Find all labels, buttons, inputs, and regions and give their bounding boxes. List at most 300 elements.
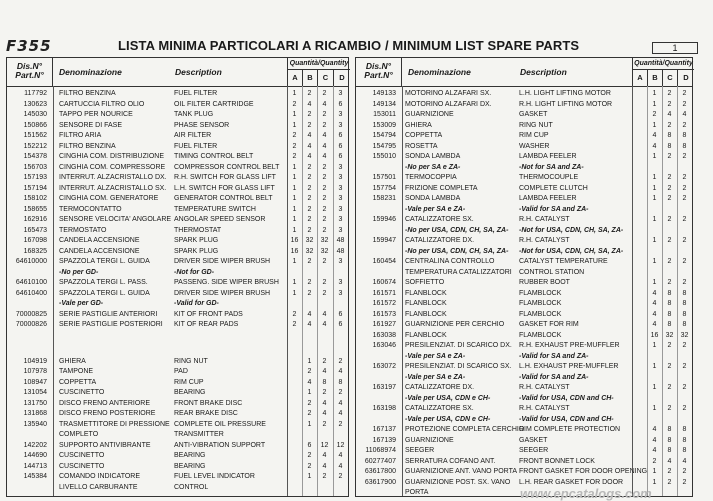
cell-en: BEARING <box>174 452 206 460</box>
table-row <box>356 352 692 361</box>
cell-qty: 6 <box>338 132 343 139</box>
table-row <box>7 89 348 98</box>
cell-it: SENSORE VELOCITA' ANGOLARE <box>59 216 172 223</box>
table-row <box>356 173 692 182</box>
cell-qty: 8 <box>667 289 672 297</box>
cell-en: L.H. SWITCH FOR GLASS LIFT <box>174 184 275 192</box>
table-row <box>7 472 348 481</box>
cell-qty: 1 <box>652 405 657 412</box>
cell-it: CANDELA ACCENSIONE <box>59 237 140 244</box>
table-row <box>356 268 692 277</box>
cell-qty: 2 <box>667 100 672 108</box>
table-row <box>7 110 348 119</box>
cell-en: CATALYST TEMPERATURE <box>519 258 608 265</box>
cell-en: REAR BRAKE DISC <box>174 410 238 418</box>
cell-qty: 2 <box>322 258 327 265</box>
cell-qty: 2 <box>667 174 672 181</box>
cell-qty: 1 <box>652 342 657 349</box>
cell-it: FLANBLOCK <box>405 331 447 339</box>
cell-it: GUARNIZIONE PER CERCHIO <box>405 321 505 328</box>
cell-code: 154794 <box>372 132 396 139</box>
cell-it: PORTA <box>405 489 429 496</box>
cell-qty: 8 <box>682 426 687 433</box>
cell-qty: 16 <box>290 247 299 255</box>
cell-en: RING NUT <box>174 357 208 365</box>
cell-it: CANDELA ACCENSIONE <box>59 247 140 255</box>
cell-it: TAPPO PER NOURICE <box>59 111 133 118</box>
cell-qty: 6 <box>338 153 343 160</box>
cell-qty: 4 <box>307 100 312 108</box>
cell-it: CATALIZZATORE SX. <box>405 216 474 223</box>
cell-qty: 2 <box>667 384 672 391</box>
cell-qty: 2 <box>307 121 312 129</box>
cell-code: 161572 <box>372 300 396 307</box>
cell-code: 156703 <box>23 163 47 171</box>
header-description: Description <box>520 67 567 77</box>
table-row <box>356 278 692 287</box>
cell-code: 167098 <box>23 237 47 244</box>
cell-code: 161571 <box>372 289 396 297</box>
table-row <box>7 131 348 140</box>
cell-qty: 4 <box>652 436 657 444</box>
table-row <box>356 194 692 203</box>
cell-qty: 2 <box>307 368 312 376</box>
cell-qty: 2 <box>322 226 327 234</box>
cell-en: ANTI-VIBRATION SUPPORT <box>174 441 266 449</box>
cell-en: OIL FILTER CARTRIDGE <box>174 100 254 108</box>
cell-it: COMPLETO <box>59 431 99 439</box>
cell-en: BEARING <box>174 389 206 397</box>
header-denominazione: Denominazione <box>408 67 471 77</box>
cell-qty: 4 <box>652 300 657 307</box>
cell-code: 63617900 <box>364 478 396 486</box>
cell-code: 161927 <box>372 321 396 328</box>
cell-en: KIT OF REAR PADS <box>174 321 239 328</box>
cell-it: MOTORINO ALZAFARI SX. <box>405 90 492 97</box>
header-col-a: A <box>288 69 303 86</box>
table-row <box>356 436 692 445</box>
table-row <box>356 341 692 350</box>
cell-en: LAMBDA FEELER <box>519 195 577 202</box>
cell-qty: 8 <box>667 436 672 444</box>
cell-qty: 6 <box>338 100 343 108</box>
cell-qty: 8 <box>682 447 687 454</box>
table-header <box>356 58 692 87</box>
cell-code: 70000826 <box>15 321 47 328</box>
cell-qty: 2 <box>307 258 312 265</box>
cell-it: SUPPORTO ANTIVIBRANTE <box>59 441 151 449</box>
table-row <box>356 373 692 382</box>
cell-it: PROTEZIONE COMPLETA CERCHIO <box>405 426 525 433</box>
cell-it: SONDA LAMBDA <box>405 195 461 202</box>
cell-qty: 1 <box>307 357 312 365</box>
cell-it: SERIE PASTIGLIE ANTERIORI <box>59 310 158 318</box>
cell-it: CENTRALINA CONTROLLO <box>405 258 495 265</box>
header-quantity <box>632 58 694 86</box>
cell-qty: 3 <box>338 90 343 97</box>
cell-qty: 2 <box>682 258 687 265</box>
cell-it: -Vale per GD- <box>59 300 104 307</box>
cell-qty: 3 <box>338 121 343 129</box>
cell-it: FILTRO BENZINA <box>59 90 116 97</box>
header-quantity-label: Quantità/Quantity <box>633 58 694 70</box>
cell-code: 135940 <box>23 420 47 428</box>
header-description: Description <box>175 67 222 77</box>
cell-en: FLAMBLOCK <box>519 310 562 318</box>
cell-qty: 4 <box>338 399 343 407</box>
cell-qty: 2 <box>307 163 312 171</box>
cell-en: TEMPERATURE SWITCH <box>174 205 256 213</box>
table-row <box>7 320 348 329</box>
table-row <box>356 100 692 109</box>
cell-it: SEEGER <box>405 447 435 454</box>
cell-qty: 2 <box>667 279 672 286</box>
header-quantity-label: Quantità/Quantity <box>288 58 350 70</box>
cell-it: -No per USA, CDN, CH, SA, ZA- <box>405 247 509 255</box>
cell-en: GASKET <box>519 436 548 444</box>
cell-qty: 2 <box>307 174 312 181</box>
cell-it: COMANDO INDICATORE <box>59 473 141 481</box>
cell-en: SPARK PLUG <box>174 247 219 255</box>
cell-qty: 1 <box>652 468 657 475</box>
cell-it: DISCO FRENO ANTERIORE <box>59 399 151 407</box>
cell-en: R.H. CATALYST <box>519 216 570 223</box>
cell-qty: 2 <box>667 184 672 192</box>
table-row <box>7 268 348 277</box>
cell-code: 130623 <box>23 100 47 108</box>
cell-qty: 8 <box>322 378 327 386</box>
table-row <box>7 236 348 245</box>
cell-qty: 2 <box>307 216 312 223</box>
cell-qty: 1 <box>292 289 297 297</box>
table-row <box>7 299 348 308</box>
cell-qty: 3 <box>338 195 343 202</box>
cell-it: SONDA LAMBDA <box>405 153 461 160</box>
cell-it: DISCO FRENO POSTERIORE <box>59 410 156 418</box>
cell-qty: 4 <box>338 462 343 470</box>
header-denominazione: Denominazione <box>59 67 122 77</box>
table-row <box>7 441 348 450</box>
cell-code: 131750 <box>23 399 47 407</box>
table-row <box>7 378 348 387</box>
cell-it: GUARNIZIONE ANT. VANO PORTA <box>405 468 518 475</box>
cell-qty: 2 <box>682 384 687 391</box>
cell-en: THERMOCOUPLE <box>519 174 579 181</box>
cell-qty: 1 <box>652 363 657 370</box>
cell-qty: 3 <box>338 111 343 118</box>
cell-qty: 8 <box>667 310 672 318</box>
cell-qty: 1 <box>652 279 657 286</box>
cell-code: 63617800 <box>364 468 396 475</box>
cell-code: 168325 <box>23 247 47 255</box>
cell-en: RING NUT <box>519 121 553 129</box>
cell-qty: 12 <box>320 441 329 449</box>
table-row <box>356 394 692 403</box>
cell-en: -Valid for USA, CDN and CH- <box>519 415 614 423</box>
cell-qty: 4 <box>322 321 327 328</box>
table-row <box>356 457 692 466</box>
table-row <box>7 420 348 429</box>
cell-en: COMPLETE OIL PRESSURE <box>174 420 266 428</box>
cell-qty: 4 <box>322 153 327 160</box>
cell-code: 144690 <box>23 452 47 460</box>
table-row <box>7 152 348 161</box>
table-row <box>7 163 348 172</box>
cell-qty: 1 <box>652 100 657 108</box>
cell-it: CARTUCCIA FILTRO OLIO <box>59 100 145 108</box>
cell-qty: 32 <box>305 237 314 244</box>
table-row <box>356 425 692 434</box>
header-col-a: A <box>633 69 648 86</box>
cell-qty: 2 <box>322 216 327 223</box>
cell-qty: 1 <box>292 279 297 286</box>
cell-qty: 8 <box>682 310 687 318</box>
cell-qty: 6 <box>338 310 343 318</box>
cell-qty: 1 <box>652 384 657 391</box>
cell-qty: 2 <box>667 237 672 244</box>
cell-qty: 2 <box>682 121 687 129</box>
cell-qty: 48 <box>336 247 345 255</box>
cell-qty: 6 <box>338 321 343 328</box>
table-row <box>7 430 348 439</box>
cell-qty: 2 <box>322 289 327 297</box>
cell-code: 158655 <box>23 205 47 213</box>
cell-code: 158102 <box>23 195 47 202</box>
cell-it: LIVELLO CARBURANTE <box>59 483 138 491</box>
cell-qty: 1 <box>307 420 312 428</box>
cell-qty: 4 <box>338 410 343 418</box>
cell-qty: 1 <box>292 195 297 202</box>
parts-table-right <box>355 57 693 497</box>
header-col-d: D <box>339 73 345 82</box>
table-row <box>7 409 348 418</box>
cell-qty: 3 <box>338 279 343 286</box>
cell-qty: 8 <box>682 321 687 328</box>
cell-it: CUSCINETTO <box>59 389 105 397</box>
cell-qty: 3 <box>338 289 343 297</box>
cell-qty: 4 <box>322 132 327 139</box>
cell-qty: 4 <box>338 368 343 376</box>
cell-en: COMPLETE CLUTCH <box>519 184 588 192</box>
cell-qty: 1 <box>652 478 657 486</box>
table-row <box>356 467 692 476</box>
cell-qty: 2 <box>322 174 327 181</box>
cell-qty: 3 <box>338 205 343 213</box>
cell-qty: 12 <box>336 441 345 449</box>
cell-qty: 32 <box>665 331 674 339</box>
cell-qty: 4 <box>307 132 312 139</box>
cell-qty: 2 <box>338 420 343 428</box>
table-row <box>7 388 348 397</box>
cell-qty: 8 <box>682 142 687 150</box>
cell-qty: 8 <box>667 132 672 139</box>
cell-code: 153011 <box>373 111 396 118</box>
cell-qty: 1 <box>292 216 297 223</box>
table-header <box>7 58 348 87</box>
cell-qty: 2 <box>682 174 687 181</box>
table-row <box>356 331 692 340</box>
header-dis: Dis.N° <box>16 61 43 71</box>
table-row <box>356 299 692 308</box>
cell-it: CUSCINETTO <box>59 462 105 470</box>
cell-qty: 2 <box>322 357 327 365</box>
cell-qty: 1 <box>652 216 657 223</box>
cell-qty: 2 <box>322 90 327 97</box>
cell-qty: 2 <box>667 363 672 370</box>
cell-qty: 8 <box>682 289 687 297</box>
cell-qty: 2 <box>322 195 327 202</box>
table-row <box>356 205 692 214</box>
cell-qty: 2 <box>682 184 687 192</box>
cell-qty: 2 <box>292 100 297 108</box>
cell-qty: 2 <box>322 205 327 213</box>
cell-qty: 4 <box>667 111 672 118</box>
header-dis: Dis.N° <box>365 61 392 71</box>
cell-code: 145384 <box>23 473 47 481</box>
cell-it: CINGHIA COM. DISTRIBUZIONE <box>59 153 165 160</box>
cell-it: PRESILENZIAT. DI SCARICO SX. <box>405 363 512 370</box>
cell-code: 163038 <box>372 331 396 339</box>
cell-qty: 32 <box>680 331 689 339</box>
cell-qty: 2 <box>682 363 687 370</box>
cell-en: SPARK PLUG <box>174 237 219 244</box>
cell-en: PAD <box>174 368 188 376</box>
cell-en: -Not for USA, CDN, CH, SA, ZA- <box>519 247 624 255</box>
cell-code: 64610400 <box>15 289 47 297</box>
cell-en: L.H. REAR GASKET FOR DOOR <box>519 478 624 486</box>
cell-en: FLAMBLOCK <box>519 300 562 307</box>
table-row <box>356 415 692 424</box>
cell-it: TAMPONE <box>59 368 94 376</box>
table-row <box>356 131 692 140</box>
table-row <box>7 205 348 214</box>
cell-code: 145030 <box>23 111 47 118</box>
cell-en: KIT OF FRONT PADS <box>174 310 243 318</box>
cell-it: ROSETTA <box>405 142 438 150</box>
table-row <box>7 226 348 235</box>
cell-qty: 8 <box>667 300 672 307</box>
cell-it: -Vale per SA e ZA- <box>405 205 466 213</box>
cell-en: R.H. LIGHT LIFTING MOTOR <box>519 100 613 108</box>
cell-qty: 4 <box>307 378 312 386</box>
table-row <box>356 383 692 392</box>
page-title: LISTA MINIMA PARTICOLARI A RICAMBIO / MINIMUM LIST SPARE PARTS <box>118 38 580 53</box>
cell-it: -Vale per SA e ZA- <box>405 352 466 360</box>
cell-code: 163197 <box>372 384 396 391</box>
cell-code: 158231 <box>372 195 396 202</box>
cell-en: FRONT GASKET FOR DOOR OPENING <box>519 468 648 475</box>
cell-en: -Not for GD- <box>174 268 215 276</box>
cell-qty: 32 <box>320 247 329 255</box>
cell-it: CATALIZZATORE SX. <box>405 405 474 412</box>
cell-code: 149134 <box>372 100 396 108</box>
table-row <box>356 226 692 235</box>
cell-qty: 2 <box>667 342 672 349</box>
cell-it: CINGHIA COM. GENERATORE <box>59 195 159 202</box>
cell-code: 60277407 <box>364 457 396 465</box>
cell-qty: 2 <box>322 163 327 171</box>
cell-en: -Not for SA and ZA- <box>519 163 584 171</box>
cell-qty: 1 <box>652 174 657 181</box>
cell-en: GASKET <box>519 111 548 118</box>
table-row <box>7 278 348 287</box>
cell-code: 150866 <box>23 121 47 129</box>
cell-en: FUEL FILTER <box>174 142 218 150</box>
cell-qty: 2 <box>307 205 312 213</box>
cell-qty: 2 <box>307 226 312 234</box>
cell-en: FRONT BRAKE DISC <box>174 399 243 407</box>
cell-en: COMPRESSOR CONTROL BELT <box>174 163 280 171</box>
cell-qty: 4 <box>322 410 327 418</box>
cell-qty: 8 <box>667 142 672 150</box>
cell-it: -Vale per USA, CDN e CH- <box>405 394 491 402</box>
cell-it: CUSCINETTO <box>59 452 105 460</box>
table-row <box>356 310 692 319</box>
cell-qty: 2 <box>667 405 672 412</box>
cell-en: R.H. SWITCH FOR GLASS LIFT <box>174 174 276 181</box>
cell-qty: 3 <box>338 163 343 171</box>
cell-qty: 48 <box>336 237 345 244</box>
table-row <box>356 404 692 413</box>
cell-qty: 2 <box>307 452 312 460</box>
cell-en: FUEL FILTER <box>174 90 218 97</box>
cell-en: -Valid for SA and ZA- <box>519 352 589 360</box>
cell-qty: 2 <box>292 132 297 139</box>
cell-en: WASHER <box>519 142 550 150</box>
cell-code: 160674 <box>372 279 396 286</box>
cell-en: LAMBDA FEELER <box>519 153 577 160</box>
cell-en: -Valid for USA, CDN and CH- <box>519 394 614 402</box>
cell-code: 163198 <box>372 405 396 412</box>
cell-en: FRONT BONNET LOCK <box>519 457 595 465</box>
cell-qty: 1 <box>292 111 297 118</box>
cell-qty: 4 <box>667 457 672 465</box>
cell-code: 70000825 <box>15 310 47 318</box>
cell-it: FILTRO BENZINA <box>59 142 116 150</box>
page-number: 1 <box>652 42 698 54</box>
cell-code: 159946 <box>372 216 396 223</box>
cell-code: 64610000 <box>15 258 47 265</box>
cell-qty: 2 <box>682 90 687 97</box>
cell-qty: 1 <box>292 226 297 234</box>
cell-qty: 1 <box>292 205 297 213</box>
cell-qty: 2 <box>307 111 312 118</box>
cell-qty: 8 <box>667 447 672 454</box>
watermark: www.epcatalogs.com <box>520 486 652 501</box>
cell-qty: 3 <box>338 226 343 234</box>
table-row <box>356 320 692 329</box>
cell-code: 157194 <box>23 184 47 192</box>
cell-it: TERMOSTATO <box>59 226 107 234</box>
cell-qty: 8 <box>667 426 672 433</box>
cell-code: 104919 <box>23 357 47 365</box>
cell-qty: 2 <box>667 90 672 97</box>
cell-qty: 2 <box>307 195 312 202</box>
cell-code: 157501 <box>372 174 396 181</box>
cell-qty: 2 <box>322 111 327 118</box>
cell-qty: 2 <box>682 237 687 244</box>
cell-en: -Valid for SA and ZA- <box>519 373 589 381</box>
header-quantity <box>287 58 350 86</box>
table-row <box>7 289 348 298</box>
cell-it: FRIZIONE COMPLETA <box>405 184 478 192</box>
header-col-b: B <box>303 69 318 86</box>
cell-en: RIM COMPLETE PROTECTION <box>519 426 621 433</box>
cell-code: 144713 <box>23 462 47 470</box>
cell-qty: 2 <box>307 462 312 470</box>
cell-qty: 2 <box>338 473 343 481</box>
cell-en: THERMOSTAT <box>174 226 222 234</box>
